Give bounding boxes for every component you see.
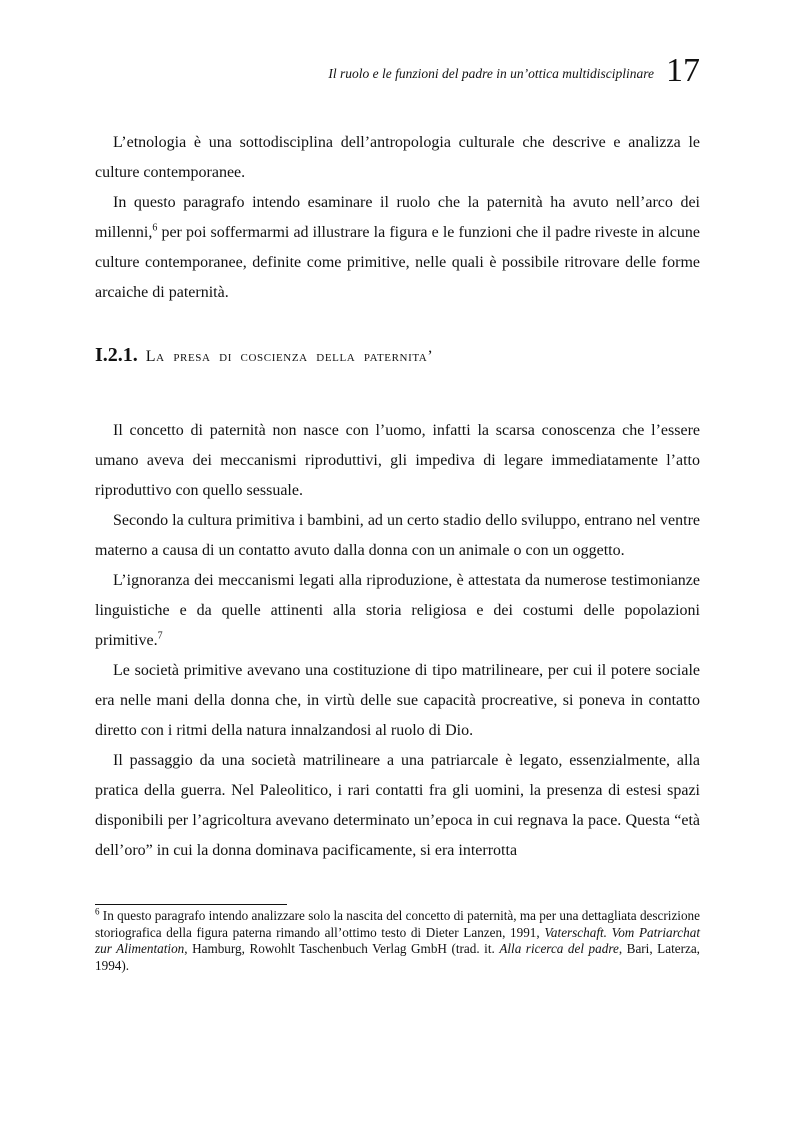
page-body — [95, 128, 700, 866]
footnote-ref-7[interactable]: 7 — [157, 630, 163, 642]
section-title: La presa di coscienza della paternita’ — [145, 348, 434, 365]
paragraph-2: Secondo la cultura primitiva i bambini, ad un certo stadio dello sviluppo, entrano nel ventre materno a causa di un contatto avuto dalla donna con un animale o con un oggetto. — [95, 512, 700, 559]
running-title: Il ruolo e le funzioni del padre in un’ottica multidisciplinare — [328, 66, 654, 81]
footnote-number: 6 — [95, 906, 100, 917]
section-heading — [95, 340, 700, 372]
paragraph-1: Il concetto di paternità non nasce con l’uomo, infatti la scarsa conoscenza che l’essere umano aveva dei meccanismi riproduttivi, gli impediva di legare immediatamente l’atto riproduttivo con quello sessuale. — [95, 422, 700, 499]
intro-paragraph-1: L’etnologia è una sottodisciplina dell’antropologia culturale che descrive e analizza le culture contemporanee. — [95, 134, 700, 181]
paragraph-4: Le società primitive avevano una costituzione di tipo matrilineare, per cui il potere sociale era nelle mani della donna che, in virtù delle sue capacità procreative, si poneva in contatto diretto con i ritmi della natura innalzandosi al ruolo di Dio. — [95, 662, 700, 739]
footnote-ref-6[interactable]: 6 — [152, 222, 158, 234]
footnote-separator — [95, 904, 287, 905]
paragraph-3: L’ignoranza dei meccanismi legati alla riproduzione, è attestata da numerose testimonianze linguistiche e da quelle attinenti alla storia religiosa e dei costumi delle popolazioni primitive.$^7$ — [95, 572, 700, 649]
intro-paragraph-2: In questo paragrafo intendo esaminare il ruolo che la paternità ha avuto nell’arco dei millenni,$^6$ per poi soffermarmi ad illustrare la figura e le funzioni che il padre riveste in alcune culture contemporanee, definite come primitive, nelle quali è possibile ritrovare delle forme arcaiche di paternità. — [95, 194, 700, 301]
section-number: I.2.1. — [95, 344, 138, 366]
book-title-original: Vaterschaft. Vom Patriarchat zur Alimentation — [95, 924, 700, 956]
page-header — [95, 48, 700, 88]
footnote-6: $^6$ In questo paragrafo intendo analizzare solo la nascita del concetto di paternità, ma per una dettagliata descrizione storiografica della figura paterna rimando all’ottimo testo di Dieter Lanzen, 1991, Vaterschaft. Vom Patriarchat zur Alimentation, Hamburg, Rowohlt Taschenbuch Verlag GmbH (trad. it. Alla ricerca del padre, Bari, Laterza, 1994). — [95, 906, 701, 973]
book-title-translation: Alla ricerca del padre — [499, 941, 619, 956]
page-number: 17 — [666, 52, 700, 89]
paragraph-5: Il passaggio da una società matrilineare a una patriarcale è legato, essenzialmente, alla pratica della guerra. Nel Paleolitico, i rari contatti fra gli uomini, la presenza di estesi spazi disponibili per l’agricoltura avevano determinato un’epoca in cui regnava la pace. Questa “età dell’oro” in cui la donna dominava pacificamente, si era interrotta — [95, 752, 700, 859]
